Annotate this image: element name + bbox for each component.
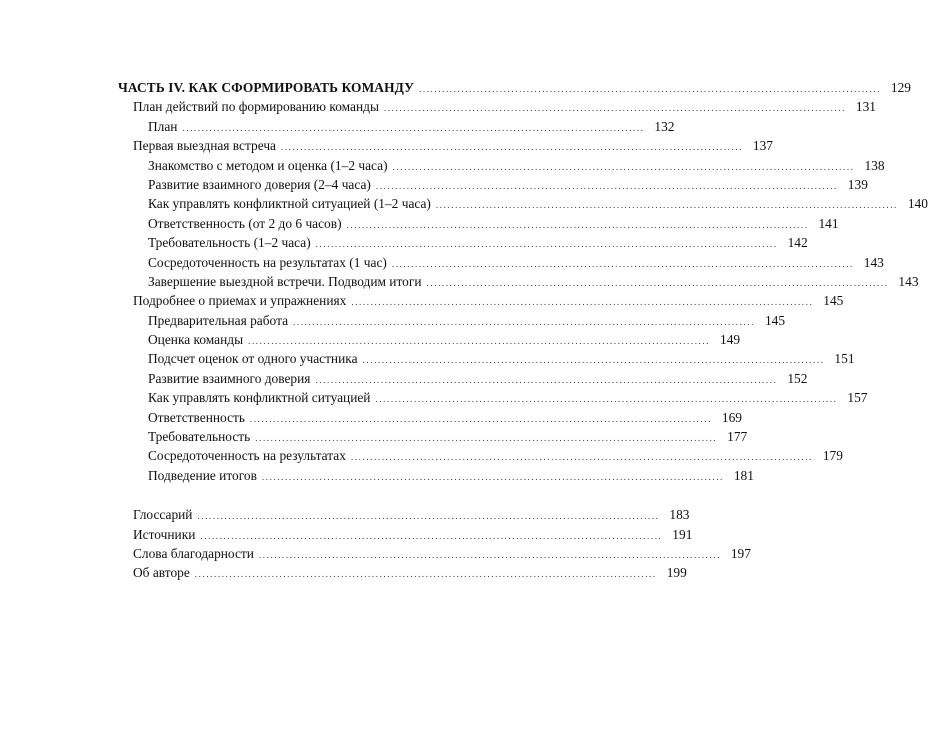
toc-entry-title: Предварительная работа — [148, 312, 289, 328]
dot-leader: ........................................................................................................................ — [391, 258, 854, 269]
dot-leader: ........................................................................................................................ — [375, 394, 838, 405]
toc-entry-title: Слова благодарности — [133, 545, 254, 561]
toc-entry-title: Об авторе — [133, 565, 190, 581]
toc-entry-title: Завершение выездной встречи. Подводим итоги — [148, 273, 422, 289]
dot-leader: ........................................................................................................................ — [200, 530, 663, 541]
toc-page-number: 191 — [672, 526, 693, 542]
toc-entry-title: Требовательность — [148, 429, 251, 445]
dot-leader: ........................................................................................................................ — [182, 122, 645, 133]
toc-page-number: 197 — [730, 545, 751, 561]
toc-page-number: 131 — [855, 99, 876, 115]
dot-leader: ........................................................................................................................ — [248, 336, 711, 347]
toc-entry — [118, 136, 773, 155]
toc-entry — [118, 214, 839, 233]
toc-entry-title: Ответственность (от 2 до 6 часов) — [148, 215, 342, 231]
toc-entry — [118, 272, 919, 291]
dot-leader: ........................................................................................................................ — [351, 297, 814, 308]
toc-entry-title: Сосредоточенность на результатах — [148, 448, 346, 464]
dot-leader: ........................................................................................................................ — [315, 239, 778, 250]
dot-leader: ........................................................................................................................ — [281, 142, 743, 153]
toc-entry-title: Требовательность (1–2 часа) — [148, 235, 311, 251]
dot-leader: ........................................................................................................................ — [419, 84, 881, 94]
dot-leader: ........................................................................................................................ — [392, 161, 855, 172]
dot-leader: ........................................................................................................................ — [346, 219, 809, 230]
toc-entry — [118, 408, 742, 427]
toc-entry — [118, 369, 808, 388]
toc-entry-title: Развитие взаимного доверия (2–4 часа) — [148, 176, 371, 192]
table-of-contents — [118, 78, 928, 583]
toc-entry-title: Подробнее о приемах и упражнениях — [133, 293, 347, 309]
toc-back-matter — [118, 505, 751, 583]
toc-entry — [118, 175, 868, 194]
toc-page-number: 179 — [822, 448, 843, 464]
toc-page-number: 140 — [907, 196, 928, 212]
toc-page-number: 181 — [733, 467, 754, 483]
toc-entry — [118, 253, 884, 272]
toc-part-title: ЧАСТЬ IV. КАК СФОРМИРОВАТЬ КОМАНДУ — [118, 80, 414, 95]
toc-page-number: 145 — [764, 312, 786, 328]
dot-leader: ........................................................................................................................ — [249, 413, 712, 424]
dot-leader: ........................................................................................................................ — [426, 277, 889, 288]
toc-entry — [118, 156, 885, 175]
toc-entry — [118, 117, 675, 136]
toc-page-number: 157 — [847, 390, 868, 406]
toc-page-number: 149 — [720, 332, 741, 348]
toc-sections — [118, 97, 928, 485]
dot-leader: ........................................................................................................................ — [435, 200, 898, 211]
dot-leader: ........................................................................................................................ — [350, 452, 813, 463]
toc-entry — [118, 97, 876, 116]
toc-entry — [118, 233, 808, 252]
toc-page-number: 169 — [721, 409, 742, 425]
dot-leader: ........................................................................................................................ — [258, 549, 721, 560]
toc-entry-title: Первая выездная встреча — [133, 138, 276, 154]
toc-entry — [118, 194, 928, 213]
toc-page-number: 141 — [818, 215, 839, 231]
toc-entry — [118, 466, 754, 485]
toc-page-number: 132 — [654, 118, 675, 134]
dot-leader: ........................................................................................................................ — [315, 374, 778, 385]
dot-leader: ........................................................................................................................ — [362, 355, 825, 366]
dot-leader: ........................................................................................................................ — [383, 103, 846, 114]
toc-page-number: 138 — [864, 157, 885, 173]
toc-page-number: 177 — [727, 429, 748, 445]
toc-part-heading — [118, 78, 911, 97]
toc-entry-title: План действий по формированию команды — [133, 99, 379, 115]
toc-page-number: 137 — [752, 138, 773, 154]
toc-entry — [118, 525, 693, 544]
toc-entry — [118, 388, 868, 407]
toc-entry-title: Развитие взаимного доверия — [148, 370, 311, 386]
toc-entry — [118, 544, 751, 563]
toc-page-number: 129 — [890, 80, 911, 95]
toc-entry-title: Источники — [133, 526, 196, 542]
toc-entry-title: Оценка команды — [148, 332, 244, 348]
toc-entry-title: Сосредоточенность на результатах (1 час) — [148, 254, 387, 270]
toc-page-number: 199 — [666, 565, 687, 581]
toc-entry — [118, 349, 855, 368]
toc-entry-title: Подсчет оценок от одного участника — [148, 351, 358, 367]
toc-entry — [118, 311, 786, 330]
toc-page-number: 151 — [834, 351, 855, 367]
toc-page-number: 139 — [847, 176, 868, 192]
toc-entry-title: План — [148, 118, 178, 134]
toc-entry — [118, 330, 741, 349]
toc-page-number: 143 — [863, 254, 884, 270]
dot-leader: ........................................................................................................................ — [255, 433, 718, 444]
toc-page-number: 183 — [669, 507, 690, 523]
toc-entry-title: Как управлять конфликтной ситуацией — [148, 390, 371, 406]
toc-entry — [118, 563, 687, 582]
dot-leader: ........................................................................................................................ — [293, 316, 756, 327]
dot-leader: ........................................................................................................................ — [375, 180, 838, 191]
toc-entry-title: Подведение итогов — [148, 467, 257, 483]
toc-entry-title: Глоссарий — [133, 507, 193, 523]
toc-entry — [118, 446, 843, 465]
toc-entry-title: Знакомство с методом и оценка (1–2 часа) — [148, 157, 388, 173]
dot-leader: ........................................................................................................................ — [197, 511, 660, 522]
toc-entry — [118, 427, 748, 446]
toc-page-number: 145 — [823, 293, 844, 309]
toc-entry-title: Как управлять конфликтной ситуацией (1–2 часа) — [148, 196, 431, 212]
toc-entry — [118, 505, 690, 524]
toc-page-number: 142 — [787, 235, 808, 251]
dot-leader: ........................................................................................................................ — [261, 471, 724, 482]
toc-spacer — [118, 485, 484, 505]
dot-leader: ........................................................................................................................ — [194, 569, 657, 580]
toc-page-number: 143 — [898, 273, 919, 289]
toc-entry — [118, 291, 844, 310]
toc-page-number: 152 — [787, 370, 808, 386]
toc-entry-title: Ответственность — [148, 409, 245, 425]
